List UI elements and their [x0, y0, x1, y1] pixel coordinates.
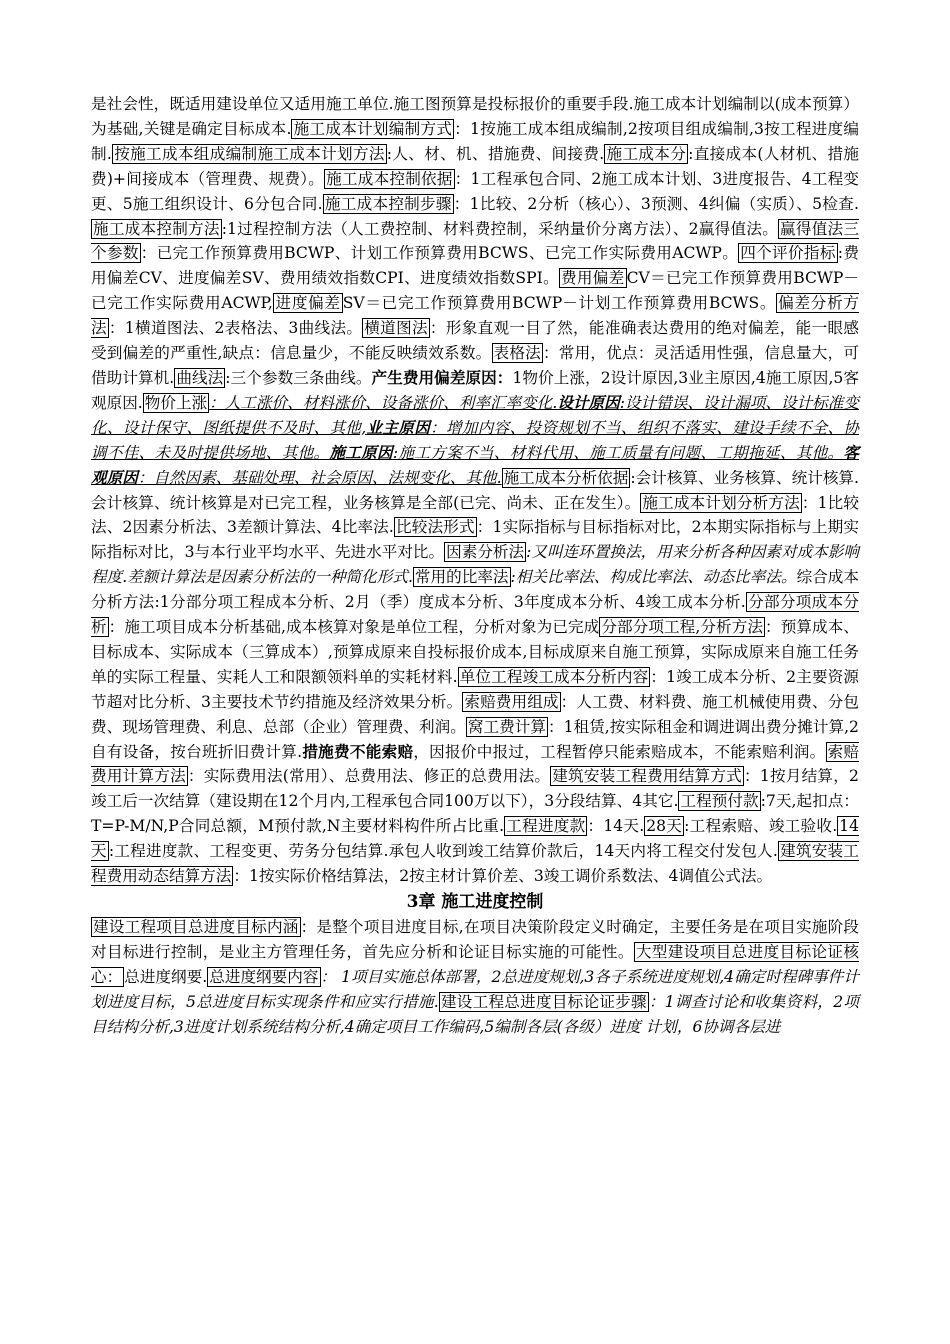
boxed-term: 费用偏差 — [560, 269, 625, 288]
text-run: :相关比率法、构成比率法、动态比率法。 — [510, 568, 797, 587]
text-run: ：预算成本、目标成本、实际成本（三算成本）,预算成原来自投标报价成本,目标成原来自施工预算，实际成原来自施工任务单的实际工程量、实耗人工和限额领料单的实耗材料. — [91, 618, 859, 686]
boxed-term: 施工成本控制方法 — [93, 219, 220, 238]
boxed-term: 表格法 — [493, 344, 541, 363]
boxed-term: 单位工程竣工成本分析内容 — [459, 667, 649, 686]
text-run: ：施工项目成本分析基础,成本核算对象是单位工程，分析对象为已完成 — [108, 618, 600, 637]
text-run: ：人工费、材料费、施工机械使用费、分包费、现场管理费、利息、总部（企业）管理费、利润。 — [91, 692, 859, 736]
boxed-term: 大型建设项目总进度目标论证核心： — [91, 942, 859, 986]
text-run: :直接成本(人材机、措施费)+间接成本（管理费、规费）。 — [91, 144, 859, 188]
boxed-term: 比较法形式 — [395, 518, 475, 537]
text-run: ：14天. — [587, 817, 645, 836]
text-run: ：1工程承包合同、2施工成本计划、3进度报告、4工程变更、5施工组织设计、6分包合同. — [91, 169, 859, 213]
boxed-term: 总进度纲要内容 — [209, 967, 319, 986]
boxed-term: 工程预付款 — [680, 792, 759, 811]
bold-term: 客观原因 — [91, 442, 859, 487]
body-paragraph — [91, 92, 859, 889]
text-run: 综合成本分析方法:1分部分项工程成本分析、2月（季）度成本分析、3年度成本分析、4竣工成本分析. — [91, 568, 859, 612]
bold-term: 产生费用偏差原因： — [371, 367, 513, 387]
text-run: :设计错误、设计漏项、设计标准变化、设计保守、图纸提供不及时、其他, — [91, 393, 859, 437]
boxed-term: 分部分项工程,分析方法 — [601, 618, 764, 637]
text-run: SV＝已完工作预算费用BCWP－计划工作预算费用BCWS。 — [342, 294, 777, 313]
text-run: ：1调查讨论和收集资料，2项目结构分析,3进度计划系统结构分析,4确定项目工作编码,5编制各层(各级）进度 计划，6协调各层进 — [91, 992, 859, 1036]
boxed-term: 工程进度款 — [506, 817, 586, 836]
bold-term: 业主原因 — [366, 417, 431, 437]
boxed-term: 施工成本分析依据 — [503, 468, 629, 487]
text-run: CV＝已完工作预算费用BCWP－已完工作实际费用ACWP, — [91, 269, 859, 313]
text-run: ：1比较、2分析（核心）、3预测、4纠偏（实质）、5检查. — [453, 194, 859, 213]
boxed-term: 建筑安装工程费用动态结算方法 — [91, 842, 859, 886]
text-run: ：1竣工成本分析、2主要资源节超对比分析、3主要技术节约措施及经济效果分析。 — [91, 667, 859, 711]
text-run: 1物价上涨，2设计原因,3业主原因,4施工原因,5客观原因. — [91, 368, 859, 412]
text-run: ：自然因素、基础处理、社会原因、法规变化、其他. — [137, 468, 502, 487]
text-run: ：1按月结算，2竣工后一次结算（建设期在12个月内,工程承包合同100万以下），3分段结算、4其它. — [91, 767, 859, 811]
text-run: ：形象直观一目了然，能准确表达费用的绝对偏差，能一眼感受到偏差的严重性,缺点：信息量少，不能反映绩效系数。 — [91, 319, 859, 363]
text-run: :人、材、机、措施费、间接费. — [386, 144, 605, 163]
text-run: ：人工涨价、材料涨价、设备涨价、利率汇率变化. — [209, 393, 558, 412]
text-run: ：是整个项目进度目标,在项目决策阶段定义时确定，主要任务是在项目实施阶段对目标进行控制，是业主方管理任务，首先应分析和论证目标实施的可能性。 — [91, 918, 859, 961]
boxed-term: 偏差分析方法 — [91, 294, 859, 338]
document-page — [91, 92, 859, 1040]
bold-term: 设计原因 — [557, 392, 620, 412]
boxed-term: 28天 — [646, 817, 683, 836]
boxed-term: 施工成本控制步骤 — [324, 194, 452, 213]
text-run: :又叫连环置换法，用来分析各种因素对成本影响程度.差额计算法是因素分析法的一种简化形式. — [91, 543, 859, 587]
text-run: :施工方案不当、材料代用、施工质量有问题、工期拖延、其他。 — [392, 443, 844, 462]
text-run: :费用偏差CV、进度偏差SV、费用绩效指数CPI、进度绩效指数SPI。 — [91, 244, 859, 288]
text-run: :7天,起扣点：T=P-M/N,P合同总额，M预付款,N主要材料构件所占比重. — [91, 792, 859, 836]
text-run: ：1按实际价格结算法，2按主材计算价差、3竣工调价系数法、4调值公式法。 — [233, 867, 773, 886]
boxed-term: 建筑安装工程费用结算方式 — [552, 767, 743, 786]
text-run: ：1按施工成本组成编制,2按项目组成编制,3按工程进度编制. — [91, 119, 859, 163]
text-run: ：已完工作预算费用BCWP、计划工作预算费用BCWS、已完工作实际费用ACWP。 — [140, 244, 739, 263]
text-run: :会计核算、业务核算、统计核算.会计核算、统计核算是对已完工程，业务核算是全部(已完、尚未、正在发生）。 — [91, 468, 859, 512]
boxed-term: 四个评价指标 — [740, 244, 836, 263]
body-paragraph — [91, 915, 859, 1040]
boxed-term: 建设工程总进度目标论证步骤 — [440, 992, 647, 1011]
bold-term: 施工原因 — [329, 442, 393, 462]
text-run: ：常用，优点：灵活适用性强，信息量大，可借助计算机. — [91, 344, 859, 387]
text-run: ： 1项目实施总体部署，2总进度规划,3各子系统进度规划,4确定时程碑事件计划进度目标，5总进度目标实现条件和应实行措施. — [91, 967, 859, 1011]
boxed-term: 进度偏差 — [274, 294, 341, 313]
text-run: :三个参数三条曲线。 — [225, 368, 372, 387]
boxed-term: 施工成本计划分析方法 — [642, 493, 800, 512]
boxed-term: 横道图法 — [364, 319, 428, 338]
boxed-term: 施工成本分 — [606, 144, 687, 163]
boxed-term: 施工成本计划编制方式 — [293, 119, 453, 138]
text-run: ：1租赁,按实际租金和调进调出费分摊计算,2自有设备，按台班折旧费计算. — [91, 717, 859, 761]
bold-term: 措施费不能索赔 — [302, 741, 414, 761]
text-run: :工程索赔、竣工验收. — [684, 817, 838, 836]
text-run: ：1比较法、2因素分析法、3差额计算法、4比率法. — [91, 493, 859, 537]
text-run: :1过程控制方法（人工费控制、材料费控制，采纳量价分离方法）、2赢得值法。 — [221, 219, 779, 238]
boxed-term: 建设工程项目总进度目标内涵 — [93, 918, 299, 936]
boxed-term: 曲线法 — [176, 368, 224, 387]
text-run: ：1实际指标与目标指标对比，2本期实际指标与上期实际指标对比，3与本行业平均水平、先进水平对比。 — [91, 518, 859, 562]
boxed-term: 因素分析法 — [446, 543, 525, 562]
boxed-term: 窝工费计算 — [467, 717, 546, 736]
text-run: 是社会性，既适用建设单位又适用施工单位.施工图预算是投标报价的重要手段.施工成本计划编制以(成本预算）为基础,关键是确定目标成本. — [91, 95, 859, 138]
text-run: ：实际费用法(常用）、总费用法、修正的总费用法。 — [187, 767, 551, 786]
text-run: :工程进度款、工程变更、劳务分包结算.承包人收到竣工结算价款后，14天内将工程交付发包人. — [108, 842, 778, 861]
boxed-term: 物价上涨 — [144, 393, 208, 412]
chapter-title: 3章 施工进度控制 — [406, 892, 544, 912]
boxed-term: 分部分项成本分析 — [91, 593, 859, 637]
boxed-term: 索赔费用组成 — [464, 692, 559, 711]
boxed-term: 14天 — [91, 817, 859, 861]
text-run: ，因报价中报过，工程暂停只能索赔成本，不能索赔利润。 — [413, 742, 826, 761]
boxed-term: 常用的比率法 — [414, 568, 509, 587]
text-run: 总进度纲要. — [124, 967, 208, 986]
boxed-term: 索赔费用计算方法 — [91, 742, 859, 786]
text-run: ：1横道图法、2表格法、3曲线法。 — [108, 319, 363, 338]
boxed-term: 赢得值法三个参数 — [91, 219, 859, 263]
boxed-term: 施工成本控制依据 — [326, 169, 453, 188]
boxed-term: 按施工成本组成编制施工成本计划方法 — [113, 144, 385, 163]
text-run: ：增加内容、投资规划不当、组织不落实、建设手续不全、协调不佳、未及时提供场地、其他。 — [91, 418, 859, 462]
